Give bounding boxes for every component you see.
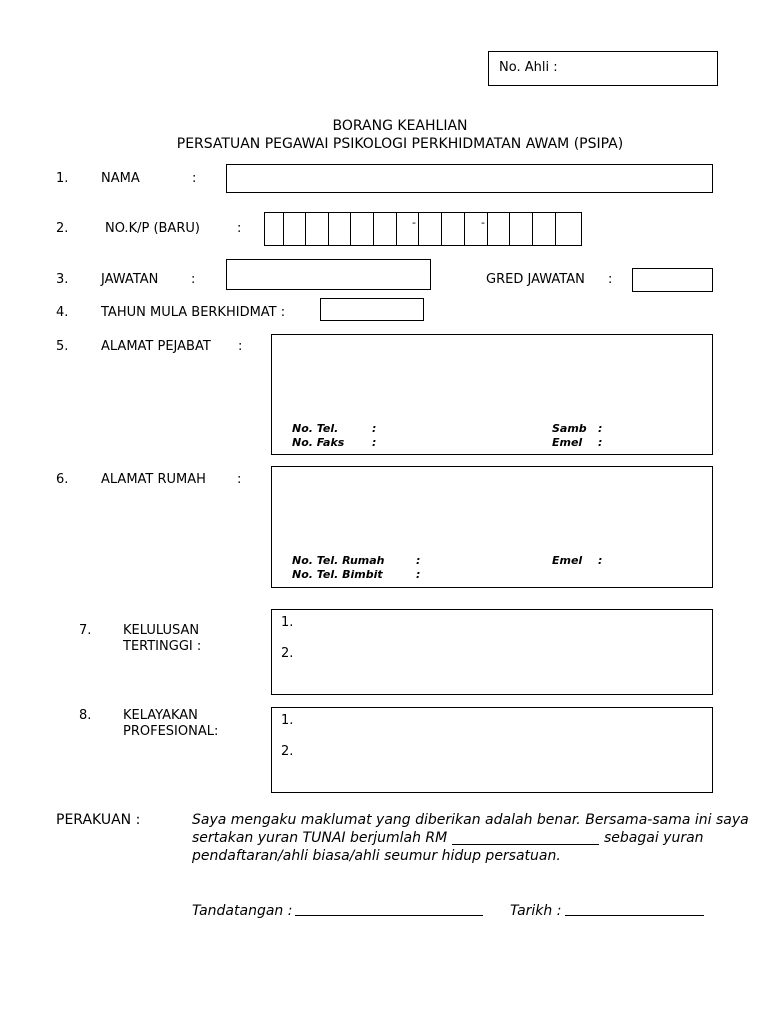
jawatan-input[interactable] xyxy=(226,259,431,290)
field-alamat-pejabat-label: ALAMAT PEJABAT xyxy=(101,339,211,354)
field-nokp-number: 2. xyxy=(56,221,69,236)
home-tel-label: No. Tel. Rumah xyxy=(292,554,385,567)
form-title: BORANG KEAHLIAN xyxy=(332,118,468,134)
field-jawatan-number: 3. xyxy=(56,272,69,287)
field-kelulusan-label-2: TERTINGGI : xyxy=(123,639,202,654)
ic-digit-cell xyxy=(418,213,419,245)
amount-blank[interactable] xyxy=(452,844,599,845)
ic-digit-cell xyxy=(464,213,465,245)
field-alamat-rumah-colon: : xyxy=(237,472,242,487)
field-kelayakan-label-2: PROFESIONAL: xyxy=(123,724,219,739)
date-blank[interactable] xyxy=(565,915,704,916)
field-nokp-colon: : xyxy=(237,221,242,236)
kelayakan-item-2: 2. xyxy=(281,744,294,759)
ic-digit-cell xyxy=(305,213,306,245)
field-kelulusan-number: 7. xyxy=(79,623,92,638)
perakuan-text-line-2b: sebagai yuran xyxy=(604,830,704,846)
field-jawatan-colon: : xyxy=(191,272,196,287)
office-fax-colon: : xyxy=(372,436,377,449)
ic-digit-cell xyxy=(441,213,442,245)
office-email-colon: : xyxy=(598,436,603,449)
tahun-input[interactable] xyxy=(320,298,424,321)
signature-blank[interactable] xyxy=(295,915,483,916)
ic-digit-cell xyxy=(283,213,284,245)
ic-digit-cell xyxy=(373,213,374,245)
ic-digit-cell xyxy=(328,213,329,245)
field-jawatan-label: JAWATAN xyxy=(101,272,159,287)
kelayakan-input[interactable] xyxy=(271,707,713,793)
perakuan-text-line-1: Saya mengaku maklumat yang diberikan adalah benar. Bersama-sama ini saya xyxy=(192,812,749,828)
ic-separator: - xyxy=(412,216,416,229)
gred-input[interactable] xyxy=(632,268,713,292)
office-ext-colon: : xyxy=(598,422,603,435)
ic-digit-cell xyxy=(350,213,351,245)
home-tel-colon: : xyxy=(416,554,421,567)
field-alamat-pejabat-number: 5. xyxy=(56,339,69,354)
office-fax-label: No. Faks xyxy=(292,436,345,449)
field-alamat-rumah-number: 6. xyxy=(56,472,69,487)
perakuan-text-line-2a: sertakan yuran TUNAI berjumlah RM xyxy=(192,830,448,846)
nama-input[interactable] xyxy=(226,164,713,193)
perakuan-text-line-3: pendaftaran/ahli biasa/ahli seumur hidup persatuan. xyxy=(192,848,561,864)
field-gred-label: GRED JAWATAN xyxy=(486,272,585,287)
alamat-pejabat-input[interactable] xyxy=(271,334,713,455)
ic-digit-cell xyxy=(532,213,533,245)
field-nama-colon: : xyxy=(192,171,197,186)
mobile-tel-label: No. Tel. Bimbit xyxy=(292,568,383,581)
ic-number-input[interactable] xyxy=(264,212,582,246)
kelayakan-item-1: 1. xyxy=(281,713,294,728)
field-gred-colon: : xyxy=(608,272,613,287)
field-kelayakan-label-1: KELAYAKAN xyxy=(123,708,198,723)
field-kelulusan-label-1: KELULUSAN xyxy=(123,623,200,638)
perakuan-label: PERAKUAN : xyxy=(56,812,141,828)
ic-digit-cell xyxy=(396,213,397,245)
kelulusan-item-1: 1. xyxy=(281,615,294,630)
home-email-label: Emel xyxy=(552,554,583,567)
form-subtitle: PERSATUAN PEGAWAI PSIKOLOGI PERKHIDMATAN AWAM (PSIPA) xyxy=(176,136,624,152)
office-tel-label: No. Tel. xyxy=(292,422,339,435)
field-nama-label: NAMA xyxy=(101,171,140,186)
home-email-colon: : xyxy=(598,554,603,567)
ic-digit-cell xyxy=(555,213,556,245)
field-tahun-number: 4. xyxy=(56,305,69,320)
date-label: Tarikh : xyxy=(510,903,562,919)
member-no-label: No. Ahli : xyxy=(499,60,558,75)
kelulusan-item-2: 2. xyxy=(281,646,294,661)
kelulusan-input[interactable] xyxy=(271,609,713,695)
ic-digit-cell xyxy=(487,213,488,245)
office-email-label: Emel xyxy=(552,436,583,449)
ic-separator: - xyxy=(481,216,485,229)
office-tel-colon: : xyxy=(372,422,377,435)
mobile-tel-colon: : xyxy=(416,568,421,581)
ic-digit-cell xyxy=(509,213,510,245)
office-ext-label: Samb xyxy=(552,422,587,435)
field-alamat-pejabat-colon: : xyxy=(238,339,243,354)
field-nama-number: 1. xyxy=(56,171,69,186)
field-alamat-rumah-label: ALAMAT RUMAH xyxy=(101,472,206,487)
field-kelayakan-number: 8. xyxy=(79,708,92,723)
field-tahun-label: TAHUN MULA BERKHIDMAT : xyxy=(101,305,286,320)
alamat-rumah-input[interactable] xyxy=(271,466,713,588)
field-nokp-label: NO.K/P (BARU) xyxy=(105,221,200,236)
member-no-field[interactable] xyxy=(488,51,718,86)
signature-label: Tandatangan : xyxy=(192,903,293,919)
